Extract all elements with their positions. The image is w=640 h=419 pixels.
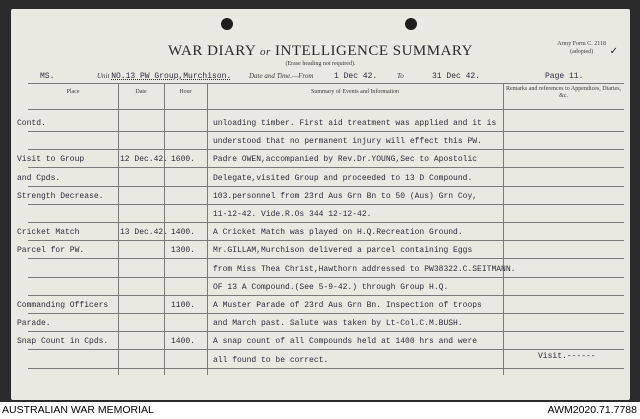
col-head-date: Date bbox=[135, 89, 147, 95]
archive-footer bbox=[0, 402, 640, 419]
entry-summary: understood that no permanent injury will effect this PW. bbox=[213, 137, 482, 147]
col-head-hour: Hour bbox=[179, 89, 192, 95]
entry-rule bbox=[28, 277, 624, 278]
entry-summary: Delegate,visited Group and proceeded to 13 D Compound. bbox=[213, 173, 473, 183]
form-number-text: Army Form C. 2118 bbox=[557, 41, 606, 47]
title-war-diary: WAR DIARY bbox=[168, 43, 256, 59]
entry-summary: all found to be correct. bbox=[213, 355, 329, 365]
entry-rule bbox=[28, 149, 624, 150]
form-number-note: (adopted) bbox=[570, 49, 594, 55]
entry-place: Parade. bbox=[17, 319, 51, 329]
form-title bbox=[11, 43, 630, 60]
entry-place: Parcel for PW. bbox=[17, 246, 85, 256]
entry-place: Snap Count in Cpds. bbox=[17, 337, 109, 347]
entry-hour: 1600. bbox=[171, 155, 196, 165]
entry-summary: and March past. Salute was taken by Lt-Col.C.M.BUSH. bbox=[213, 319, 463, 329]
punch-hole-left bbox=[221, 18, 233, 30]
title-intelligence-summary: INTELLIGENCE SUMMARY bbox=[275, 43, 473, 59]
form-number bbox=[557, 40, 618, 57]
punch-hole-right bbox=[405, 18, 417, 30]
footer-reference: AWM2020.71.7788 bbox=[547, 404, 637, 416]
col-head-place: Place bbox=[66, 89, 80, 95]
entry-summary: OF 13 A Compound.(See 5-9-42.) through Group H.Q. bbox=[213, 282, 449, 292]
entry-place: Visit to Group bbox=[17, 155, 85, 165]
col-head-remarks: Remarks and references to Appendices, Diaries, &c. bbox=[505, 86, 622, 99]
entry-date: 12 Dec.42. bbox=[120, 155, 169, 165]
header-ms: MS. bbox=[40, 72, 55, 81]
entry-place: Commanding Officers bbox=[17, 301, 109, 310]
entry-rule bbox=[28, 349, 624, 350]
handwritten-tick-icon: ✓ bbox=[609, 46, 618, 57]
entry-rule bbox=[28, 222, 624, 223]
entry-summary: A Muster Parade of 23rd Aus Grn Bn. Inspection of troops bbox=[213, 301, 482, 310]
entry-rule bbox=[28, 313, 624, 314]
entry-rule bbox=[28, 131, 624, 132]
entry-rule bbox=[28, 295, 624, 296]
date-to-value: 31 Dec 42. bbox=[432, 72, 481, 81]
date-to-label: To bbox=[397, 72, 404, 80]
header-page bbox=[545, 72, 583, 81]
entry-summary: A Cricket Match was played on H.Q.Recreation Ground. bbox=[213, 228, 463, 238]
entry-summary: A snap count of all Compounds held at 1400 hrs and were bbox=[213, 337, 478, 347]
entry-rule bbox=[28, 331, 624, 332]
entry-summary: from Miss Thea Christ,Hawthorn addressed to PW38322.C.SEITMANN. bbox=[213, 264, 516, 274]
unit-value: NO.13 PW Group,Murchison. bbox=[111, 72, 232, 81]
entry-summary: 103.personnel from 23rd Aus Grn Bn to 50 (Aus) Grn Coy, bbox=[213, 191, 478, 201]
header-date-from bbox=[334, 72, 377, 81]
form-subtitle: (Erase heading not required). bbox=[285, 61, 356, 67]
entry-rule bbox=[28, 204, 624, 205]
remark-visit: Visit.------ bbox=[538, 352, 596, 361]
col-head-summary: Summary of Events and Information bbox=[311, 89, 399, 95]
header-date-to bbox=[432, 72, 480, 81]
date-label: Date and Time.—From bbox=[249, 72, 314, 80]
entry-summary: Padre OWEN,accompanied by Rev.Dr.YOUNG,Sec to Apostolic bbox=[213, 155, 478, 165]
entry-summary: 11-12-42. Vide.R.Os 344 12-12-42. bbox=[213, 210, 372, 219]
entry-place: Cricket Match bbox=[17, 228, 80, 238]
entry-hour: 1100. bbox=[171, 301, 196, 310]
entry-place: Contd. bbox=[17, 119, 46, 128]
entry-rule bbox=[28, 167, 624, 168]
title-or: or bbox=[260, 46, 271, 58]
header-unit bbox=[97, 72, 231, 81]
entry-date: 13 Dec.42. bbox=[120, 228, 169, 238]
entry-hour: 1400. bbox=[171, 337, 196, 347]
date-from-value: 1 Dec 42. bbox=[334, 72, 378, 81]
header-date-to-label bbox=[397, 72, 404, 80]
unit-label: Unit bbox=[97, 72, 110, 80]
entry-place: Strength Decrease. bbox=[17, 191, 104, 201]
page-number: Page 11. bbox=[545, 72, 584, 81]
footer-institution: AUSTRALIAN WAR MEMORIAL bbox=[2, 404, 154, 416]
entry-rule bbox=[28, 186, 624, 187]
entry-summary: Mr.GILLAM,Murchison delivered a parcel containing Eggs bbox=[213, 246, 473, 256]
diary-sheet bbox=[11, 9, 630, 400]
entry-hour: 1400. bbox=[171, 228, 196, 238]
entry-place: and Cpds. bbox=[17, 173, 61, 183]
entry-hour: 1300. bbox=[171, 246, 196, 256]
entry-rule bbox=[28, 258, 624, 259]
header-date bbox=[249, 72, 314, 80]
entry-rule bbox=[28, 368, 624, 369]
entry-summary: unloading timber. First aid treatment was applied and it is bbox=[213, 119, 497, 128]
entry-rule bbox=[28, 240, 624, 241]
